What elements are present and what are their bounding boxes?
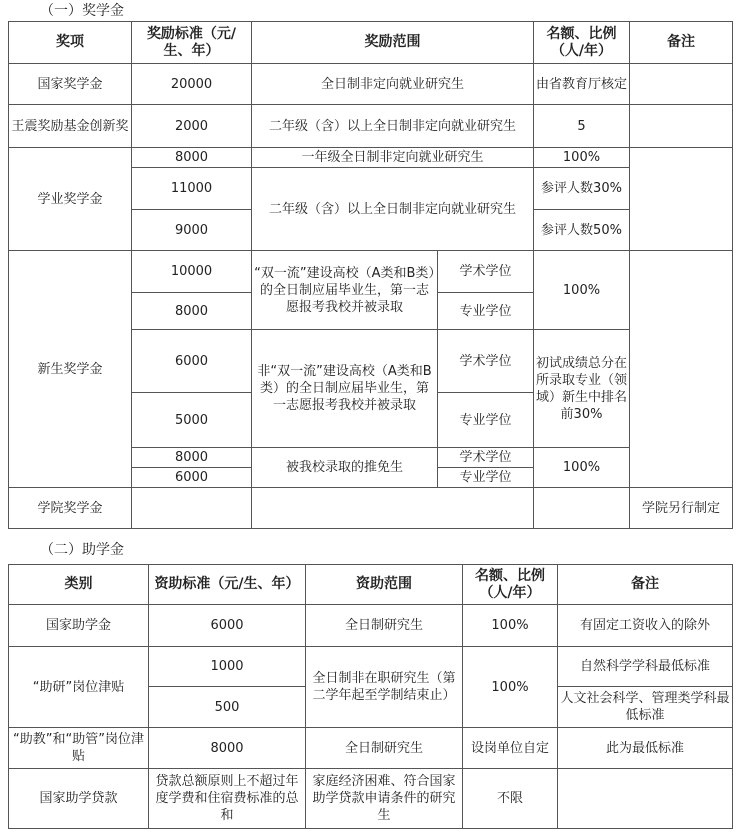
college-scholarship-name: 学院奖学金 — [9, 488, 132, 529]
header-quota: 名额、比例（人/年） — [534, 22, 630, 64]
header-scope: 奖励范围 — [252, 22, 534, 64]
freshman-degree-academic-3: 学术学位 — [438, 448, 534, 468]
national-scholarship-scope: 全日制非定向就业研究生 — [252, 64, 534, 105]
grant-section-title: （二）助学金 — [40, 542, 124, 558]
national-scholarship-note — [630, 64, 733, 105]
grant-header-note: 备注 — [558, 565, 733, 605]
grant-header-quota: 名额、比例（人/年） — [463, 565, 558, 605]
research-assist-name: “助研”岗位津贴 — [9, 647, 149, 728]
header-note: 备注 — [630, 22, 733, 64]
freshman-scholarship-name: 新生奖学金 — [9, 251, 132, 488]
freshman-degree-professional-2: 专业学位 — [438, 393, 534, 448]
teaching-assist-name: “助教”和“助管”岗位津贴 — [9, 728, 149, 769]
freshman-quota-1: 100% — [534, 251, 630, 330]
academic-amount-2: 11000 — [132, 168, 252, 210]
wangzhen-award-quota: 5 — [534, 105, 630, 148]
freshman-scope-3: 被我校录取的推免生 — [252, 448, 438, 488]
academic-note — [630, 148, 733, 251]
grant-header-standard: 资助标准（元/生、年） — [149, 565, 306, 605]
national-scholarship-quota: 由省教育厅核定 — [534, 64, 630, 105]
loan-note — [558, 769, 733, 829]
freshman-note — [630, 251, 733, 488]
loan-quota: 不限 — [463, 769, 558, 829]
freshman-degree-professional-1: 专业学位 — [438, 293, 534, 330]
freshman-amount-3: 6000 — [132, 330, 252, 393]
teaching-assist-quota: 设岗单位自定 — [463, 728, 558, 769]
college-scholarship-quota — [534, 488, 630, 529]
freshman-amount-2: 8000 — [132, 293, 252, 330]
header-standard: 奖励标准（元/生、年） — [132, 22, 252, 64]
research-assist-note-1: 自然科学学科最低标准 — [558, 647, 733, 687]
teaching-assist-scope: 全日制研究生 — [306, 728, 463, 769]
loan-scope: 家庭经济困难、符合国家助学贷款申请条件的研究生 — [306, 769, 463, 829]
national-grant-name: 国家助学金 — [9, 605, 149, 647]
teaching-assist-amount: 8000 — [149, 728, 306, 769]
freshman-amount-4: 5000 — [132, 393, 252, 448]
research-assist-amount-2: 500 — [149, 687, 306, 728]
scholarship-table — [8, 21, 733, 529]
academic-amount-1: 8000 — [132, 148, 252, 168]
teaching-assist-note: 此为最低标准 — [558, 728, 733, 769]
loan-name: 国家助学贷款 — [9, 769, 149, 829]
college-scholarship-amount — [132, 488, 252, 529]
freshman-amount-6: 6000 — [132, 468, 252, 488]
wangzhen-award-name: 王震奖励基金创新奖 — [9, 105, 132, 148]
grant-table — [8, 564, 733, 829]
academic-scope-2: 二年级（含）以上全日制非定向就业研究生 — [252, 168, 534, 251]
academic-quota-2: 参评人数30% — [534, 168, 630, 210]
national-grant-note: 有固定工资收入的除外 — [558, 605, 733, 647]
freshman-quota-2: 初试成绩总分在所录取专业（领域）新生中排名前30% — [534, 330, 630, 448]
loan-amount: 贷款总额原则上不超过年度学费和住宿费标准的总和 — [149, 769, 306, 829]
freshman-amount-1: 10000 — [132, 251, 252, 293]
freshman-degree-professional-3: 专业学位 — [438, 468, 534, 488]
freshman-amount-5: 8000 — [132, 448, 252, 468]
research-assist-amount-1: 1000 — [149, 647, 306, 687]
national-grant-quota: 100% — [463, 605, 558, 647]
national-scholarship-amount: 20000 — [132, 64, 252, 105]
wangzhen-award-amount: 2000 — [132, 105, 252, 148]
freshman-degree-academic-2: 学术学位 — [438, 330, 534, 393]
freshman-scope-1: “双一流”建设高校（A类和B类）的全日制应届毕业生，第一志愿报考我校并被录取 — [252, 251, 438, 330]
freshman-degree-academic-1: 学术学位 — [438, 251, 534, 293]
wangzhen-award-scope: 二年级（含）以上全日制非定向就业研究生 — [252, 105, 534, 148]
academic-scope-1: 一年级全日制非定向就业研究生 — [252, 148, 534, 168]
college-scholarship-note: 学院另行制定 — [630, 488, 733, 529]
grant-header-category: 类别 — [9, 565, 149, 605]
academic-amount-3: 9000 — [132, 210, 252, 251]
research-assist-quota: 100% — [463, 647, 558, 728]
freshman-scope-2: 非“双一流”建设高校（A类和B类）的全日制应届毕业生，第一志愿报考我校并被录取 — [252, 330, 438, 448]
freshman-quota-3: 100% — [534, 448, 630, 488]
wangzhen-award-note — [630, 105, 733, 148]
national-grant-amount: 6000 — [149, 605, 306, 647]
college-scholarship-scope — [252, 488, 534, 529]
research-assist-scope: 全日制非在职研究生（第二学年起至学制结束止） — [306, 647, 463, 728]
national-scholarship-name: 国家奖学金 — [9, 64, 132, 105]
academic-quota-3: 参评人数50% — [534, 210, 630, 251]
national-grant-scope: 全日制研究生 — [306, 605, 463, 647]
academic-quota-1: 100% — [534, 148, 630, 168]
header-item: 奖项 — [9, 22, 132, 64]
grant-header-scope: 资助范围 — [306, 565, 463, 605]
academic-scholarship-name: 学业奖学金 — [9, 148, 132, 251]
scholarship-section-title: （一）奖学金 — [40, 3, 124, 19]
research-assist-note-2: 人文社会科学、管理类学科最低标准 — [558, 687, 733, 728]
